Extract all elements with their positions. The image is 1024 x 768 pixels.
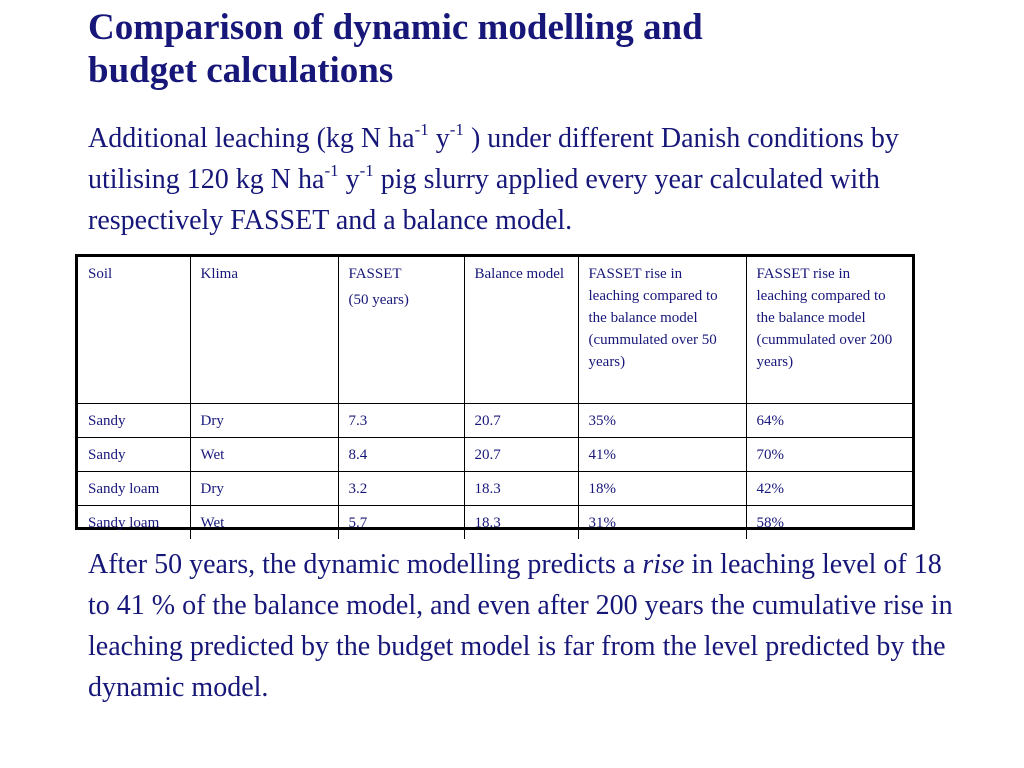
table-row <box>78 437 912 471</box>
cell-fasset: 8.4 <box>338 437 464 471</box>
table-row <box>78 403 912 437</box>
cell-soil: Sandy <box>78 437 190 471</box>
intro-paragraph <box>88 118 988 241</box>
cell-rise-200: 42% <box>746 471 912 505</box>
cell-rise-200: 58% <box>746 505 912 539</box>
intro-text-1: Additional leaching (kg N ha <box>88 123 415 154</box>
header-rise-50-years: FASSET rise in leaching compared to the balance model (cummulated over 50 years) <box>578 257 746 403</box>
header-klima: Klima <box>190 257 338 403</box>
slide-title <box>88 6 948 92</box>
leaching-comparison-table <box>78 257 912 539</box>
intro-superscript-2: -1 <box>449 119 464 139</box>
table-header-row <box>78 257 912 403</box>
cell-rise-50: 18% <box>578 471 746 505</box>
header-balance-model: Balance model <box>464 257 578 403</box>
header-fasset-subtitle: (50 years) <box>348 292 409 308</box>
cell-rise-50: 41% <box>578 437 746 471</box>
cell-balance: 18.3 <box>464 471 578 505</box>
intro-text-5: pig slurry applied every year calculated with respectively FASSET and a balance model. <box>88 164 880 236</box>
cell-rise-200: 64% <box>746 403 912 437</box>
cell-fasset: 3.2 <box>338 471 464 505</box>
title-line-2: budget calculations <box>88 50 394 91</box>
header-fasset-label: FASSET <box>348 266 402 282</box>
cell-balance: 20.7 <box>464 437 578 471</box>
intro-superscript-1: -1 <box>414 119 429 139</box>
conclusion-paragraph <box>88 544 968 708</box>
header-soil: Soil <box>78 257 190 403</box>
header-rise-200-years: FASSET rise in leaching compared to the balance model (cummulated over 200 years) <box>746 257 912 403</box>
title-line-1: Comparison of dynamic modelling and <box>88 7 703 48</box>
intro-text-2: y <box>428 123 450 154</box>
header-fasset <box>338 257 464 403</box>
intro-superscript-4: -1 <box>359 160 374 180</box>
table-row <box>78 505 912 539</box>
cell-soil: Sandy loam <box>78 505 190 539</box>
cell-rise-50: 35% <box>578 403 746 437</box>
intro-text-3: ) under different Danish conditions by utilising 120 kg N ha <box>88 123 899 195</box>
cell-fasset: 5.7 <box>338 505 464 539</box>
cell-klima: Wet <box>190 437 338 471</box>
cell-klima: Wet <box>190 505 338 539</box>
leaching-table-frame <box>75 254 915 530</box>
cell-klima: Dry <box>190 403 338 437</box>
table-row <box>78 471 912 505</box>
cell-soil: Sandy loam <box>78 471 190 505</box>
cell-soil: Sandy <box>78 403 190 437</box>
cell-klima: Dry <box>190 471 338 505</box>
intro-superscript-3: -1 <box>324 160 339 180</box>
cell-fasset: 7.3 <box>338 403 464 437</box>
conclusion-emphasis: rise <box>642 549 685 580</box>
conclusion-text-2: in leaching level of 18 to 41 % of the balance model, and even after 200 years the cumulative rise in leaching predicted by the budget model is far from the level predicted by the dynamic model. <box>88 549 953 703</box>
cell-rise-50: 31% <box>578 505 746 539</box>
cell-balance: 20.7 <box>464 403 578 437</box>
intro-text-4: y <box>338 164 360 195</box>
conclusion-text-1: After 50 years, the dynamic modelling predicts a <box>88 549 643 580</box>
cell-balance: 18.3 <box>464 505 578 539</box>
cell-rise-200: 70% <box>746 437 912 471</box>
